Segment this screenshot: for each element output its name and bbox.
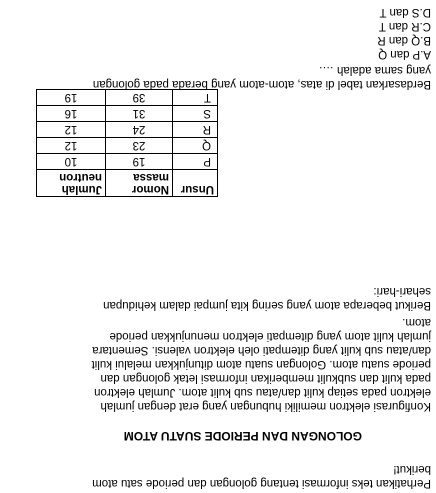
question-line: Berdasarkan tabel di atas, atom-atom yang berada pada golongan <box>92 78 431 90</box>
paragraph-line: pada kulit dan subkulit memberikan informasi letak golongan dan <box>100 372 431 384</box>
table-intro-line: sehari-hari: <box>373 285 431 297</box>
cell-jumlah-neutron: 10 <box>37 154 106 170</box>
option-d: D.S dan T <box>379 6 431 18</box>
table-row <box>37 154 218 170</box>
paragraph-line: Konfigurasi elektron memiliki hubungan yang erat dengan jumlah <box>100 400 431 412</box>
cell-unsur: P <box>173 154 218 170</box>
section-title: GOLONGAN DAN PERIODE SUATU ATOM <box>123 429 362 443</box>
cell-jumlah-neutron: 16 <box>37 106 106 122</box>
cell-unsur: S <box>173 106 218 122</box>
cell-unsur: Q <box>173 138 218 154</box>
paragraph-line: dan/atau sub kulit yang ditempati oleh elektron valensi. Sementara <box>92 344 431 356</box>
cell-unsur: T <box>173 90 218 106</box>
intro-text-line-2: berikut! <box>393 463 431 475</box>
table-intro-line: Berikut beberapa atom yang sering kita jumpai dalam kehidupan <box>103 299 431 311</box>
header-nomor-massa: Nomor massa <box>106 170 173 197</box>
header-unsur: Unsur <box>173 170 218 197</box>
cell-nomor-massa: 19 <box>106 154 173 170</box>
cell-nomor-massa: 39 <box>106 90 173 106</box>
cell-nomor-massa: 23 <box>106 138 173 154</box>
cell-jumlah-neutron: 19 <box>37 90 106 106</box>
option-c: C.R dan T <box>378 20 431 32</box>
question-line: yang sama adalah …. <box>319 64 431 76</box>
table-row <box>37 106 218 122</box>
cell-nomor-massa: 24 <box>106 122 173 138</box>
cell-unsur: R <box>173 122 218 138</box>
table-row <box>37 90 218 106</box>
cell-jumlah-neutron: 12 <box>37 138 106 154</box>
table-row <box>37 122 218 138</box>
table-row <box>37 138 218 154</box>
option-a: A.P dan Q <box>378 48 431 60</box>
paragraph-line: atom. <box>402 316 431 328</box>
paragraph-line: jumlah kulit atom yang ditempati elektron menunjukkan periode <box>109 330 431 342</box>
header-jumlah-neutron: Jumlah neutron <box>37 170 106 197</box>
cell-jumlah-neutron: 12 <box>37 122 106 138</box>
paragraph-line: elektron pada setiap kulit dan/atau sub kulit atom. Jumlah elektron <box>94 386 431 398</box>
intro-text-line-1: Perhatikan teks informasi tentang golongan dan periode satu atom <box>92 477 431 489</box>
cell-nomor-massa: 31 <box>106 106 173 122</box>
table-header-row <box>37 170 218 197</box>
element-table <box>36 89 218 197</box>
option-b: B.Q dan R <box>377 34 431 46</box>
paragraph-line: periode suatu atom. Golongan suatu atom ditunjukkan melalui kulit <box>91 358 431 370</box>
